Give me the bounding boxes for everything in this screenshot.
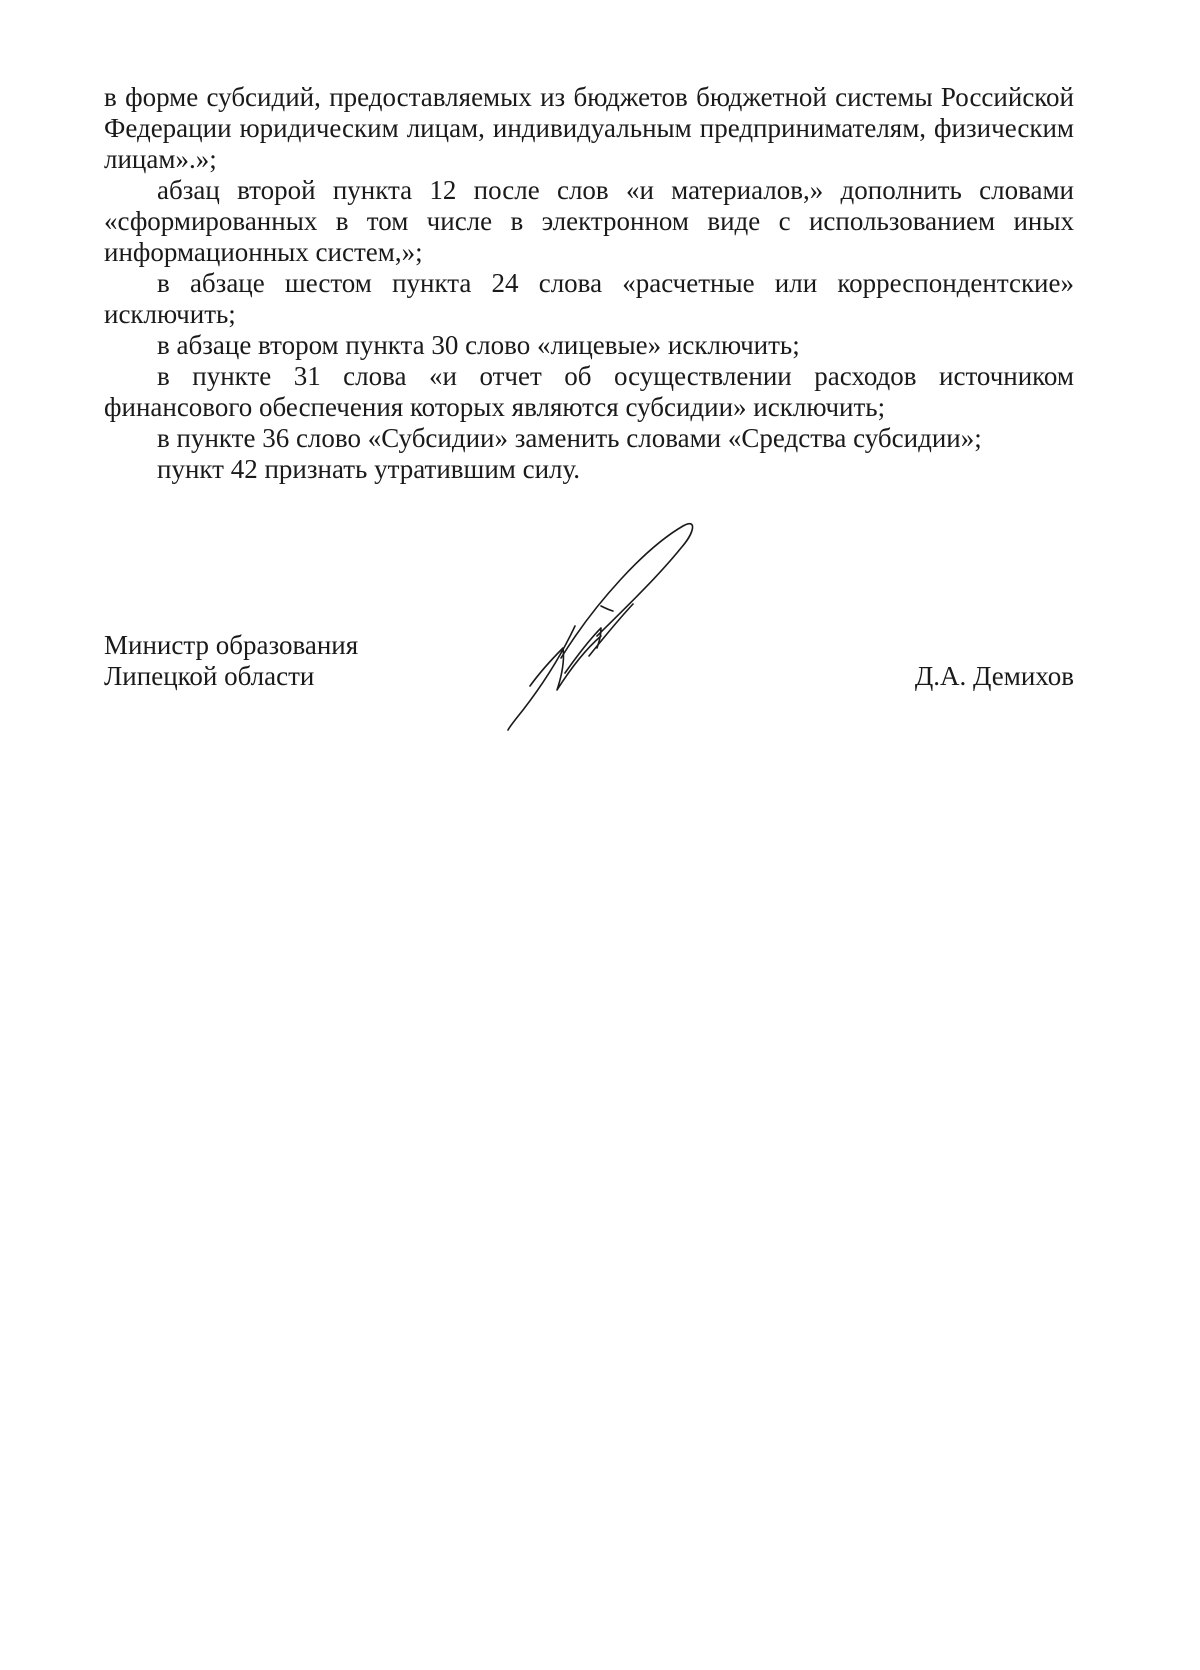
handwritten-signature-icon [505,518,745,733]
signer-title [104,630,358,692]
document-body [104,82,1074,485]
signer-title-line-2: Липецкой области [104,661,315,691]
signer-name: Д.А. Демихов [914,661,1074,691]
signer-title-line-1: Министр образования [104,630,359,660]
paragraph-3: в абзаце шестом пункта 24 слова «расчетные или корреспондентские» исключить; [104,268,1074,329]
paragraph-5: в пункте 31 слова «и отчет об осуществлении расходов источником финансового обеспечения которых являются субсидии» исключить; [104,361,1074,422]
paragraph-1: в форме субсидий, предоставляемых из бюджетов бюджетной системы Российской Федерации юридическим лицам, индивидуальным предпринимателям, физическим лицам».»; [104,82,1074,174]
paragraph-6: в пункте 36 слово «Субсидии» заменить словами «Средства субсидии»; [157,423,982,453]
paragraph-4: в абзаце втором пункта 30 слово «лицевые» исключить; [157,330,800,360]
paragraph-2: абзац второй пункта 12 после слов «и материалов,» дополнить словами «сформированных в том числе в электронном виде с использованием иных информационных систем,»; [104,175,1074,267]
paragraph-7: пункт 42 признать утратившим силу. [157,454,581,484]
